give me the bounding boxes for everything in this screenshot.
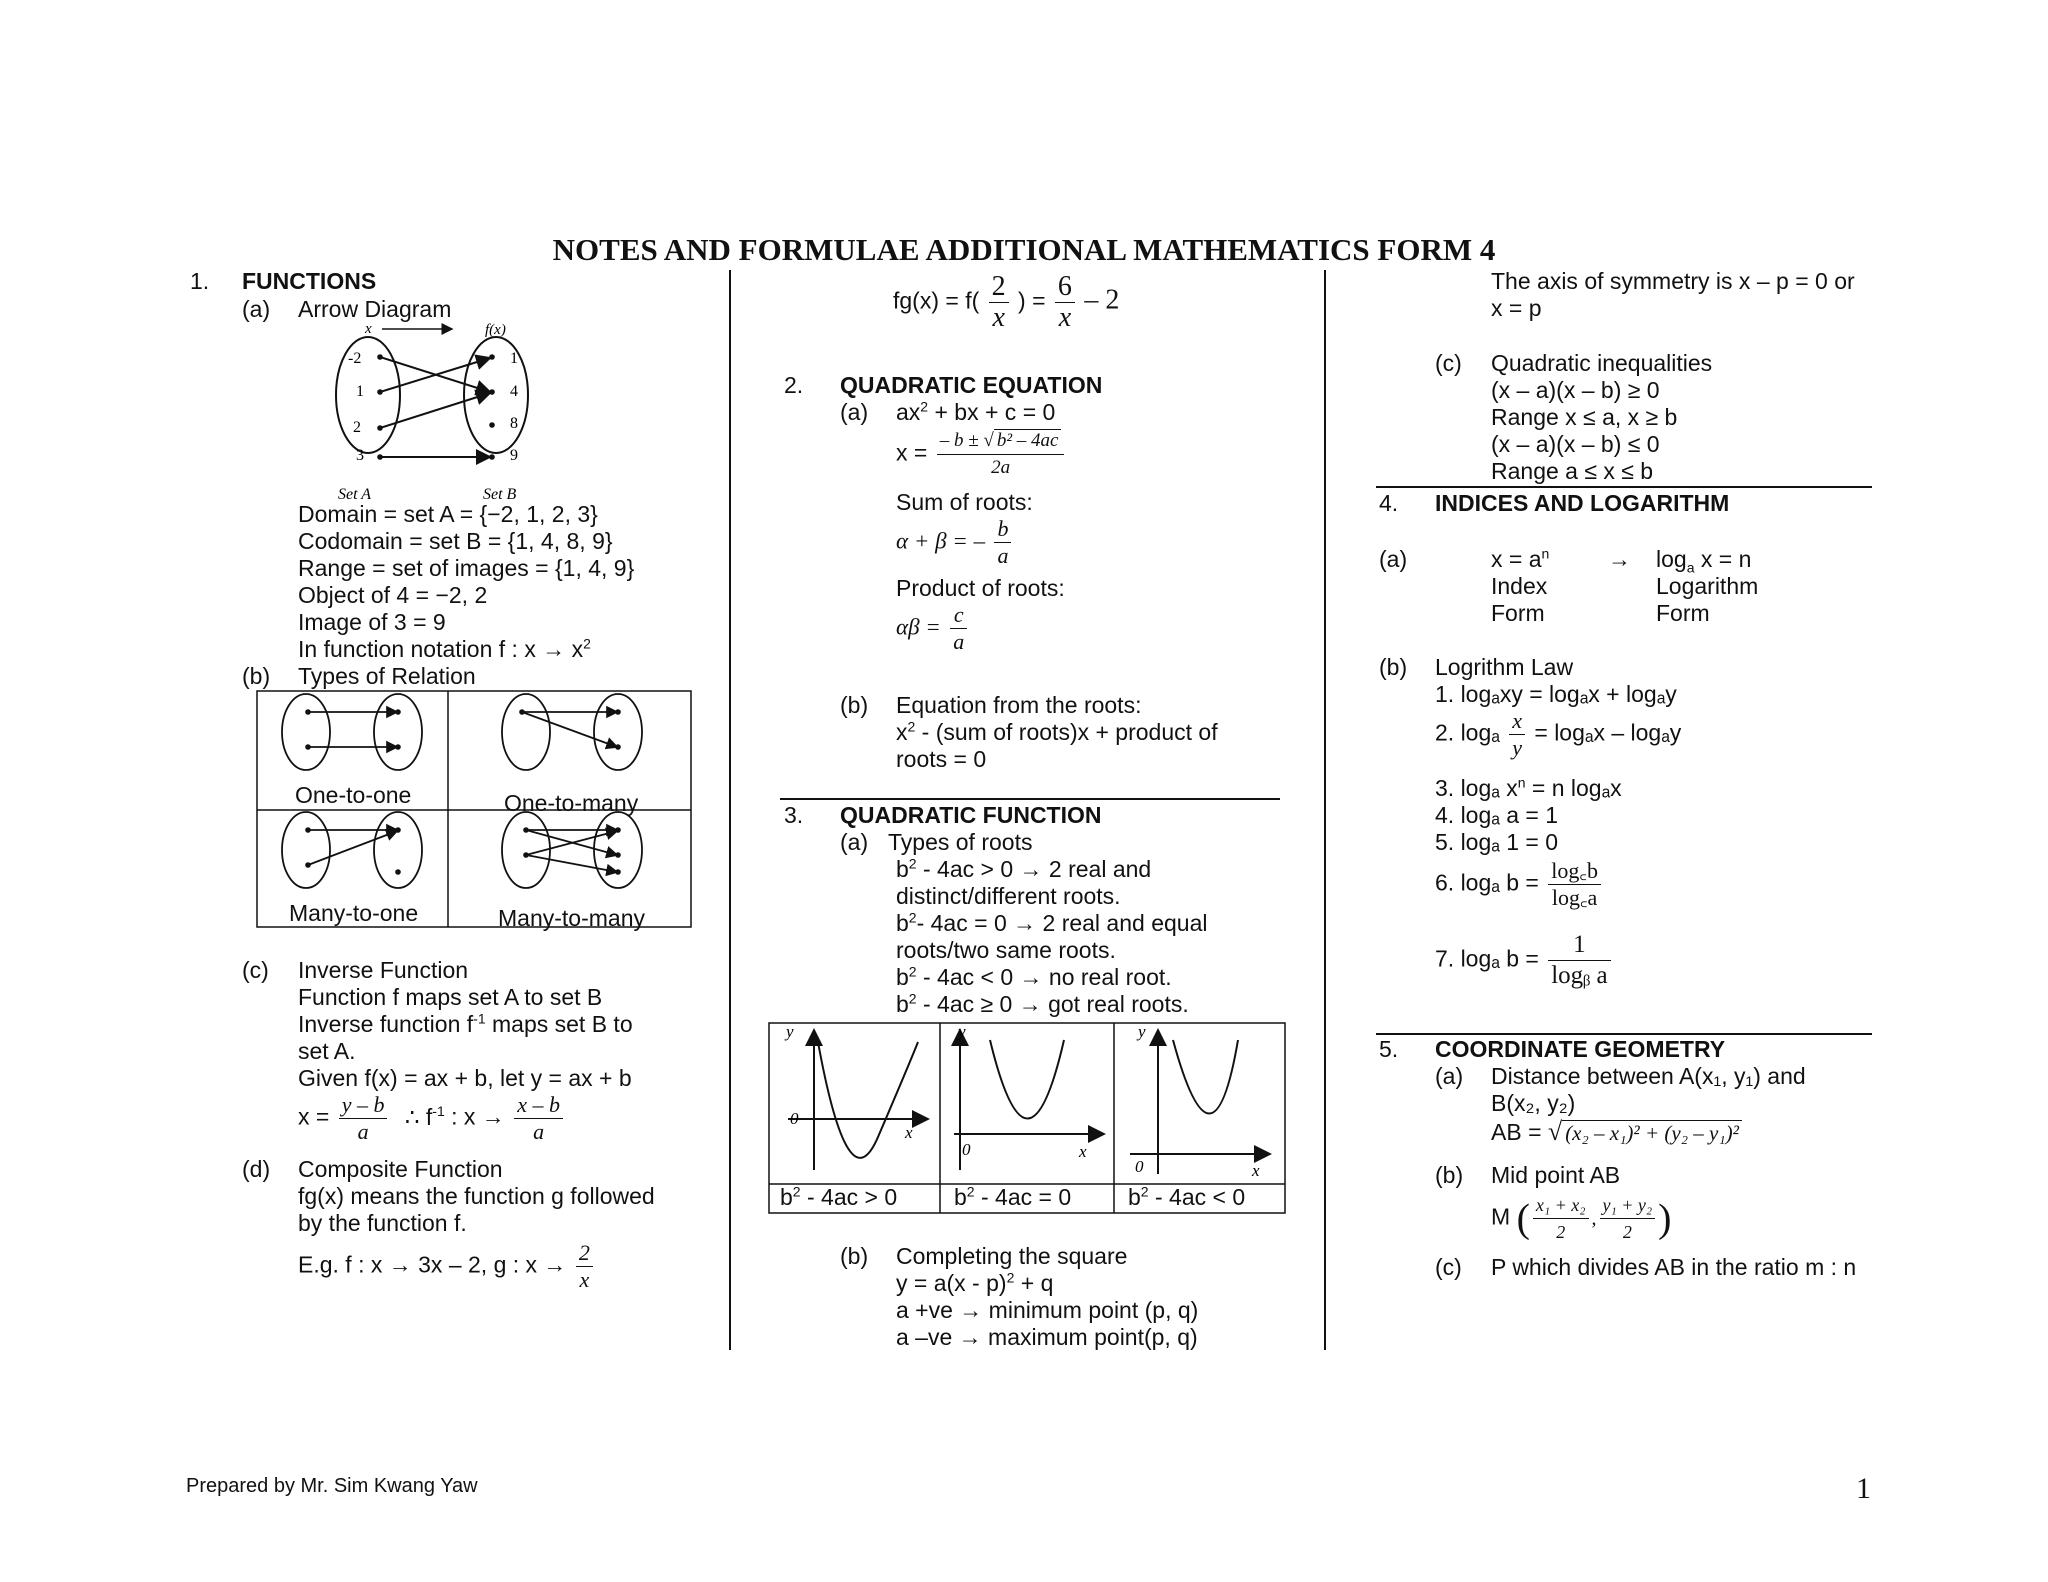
object-line: Object of 4 = −2, 2 bbox=[298, 582, 488, 608]
item-label: (a) bbox=[840, 829, 869, 855]
section-divider bbox=[1376, 1033, 1872, 1035]
item-label: (b) bbox=[840, 692, 869, 718]
index-form-eq: $x = a^n$ bbox=[1491, 545, 1550, 572]
composite-line: by the function f. bbox=[298, 1210, 467, 1236]
log-law: 3. logₐ $x^n = n$ logₐx bbox=[1435, 774, 1622, 801]
set-b-item: 1 bbox=[510, 350, 518, 367]
section-heading-quadratic-equation: QUADRATIC EQUATION bbox=[840, 372, 1103, 398]
sum-of-roots-label: Sum of roots: bbox=[896, 489, 1033, 515]
inequality-line: (x – a)(x – b) ≥ 0 bbox=[1491, 377, 1660, 403]
product-of-roots-formula: αβ = $\frac{c}{a}$ bbox=[896, 602, 970, 655]
log-law: 7. logₐ b = $\frac{1}{\text{logᵦ a}}$ bbox=[1435, 930, 1614, 991]
graph-caption: $b^2 - 4ac > 0$ bbox=[780, 1183, 898, 1210]
distance-line: B(x₂, y₂) bbox=[1491, 1090, 1576, 1116]
quadratic-general-form: $ax^2$ + bx + c = 0 bbox=[896, 398, 1056, 425]
graph-y-label: y bbox=[1138, 1022, 1146, 1041]
completing-square-title: Completing the square bbox=[896, 1243, 1128, 1269]
page-title: NOTES AND FORMULAE ADDITIONAL MATHEMATICS FORM 4 bbox=[552, 232, 1496, 267]
item-label: (b) bbox=[840, 1243, 869, 1269]
roots-line: $b^2 - 4ac < 0$ → no real root. bbox=[896, 963, 1172, 990]
relation-many-to-many: Many-to-many bbox=[498, 905, 645, 931]
form-label: Form bbox=[1656, 600, 1710, 626]
set-b-item: 4 bbox=[510, 383, 518, 400]
set-b-item: 9 bbox=[510, 447, 518, 464]
item-label: (d) bbox=[242, 1156, 271, 1182]
section-number: 5. bbox=[1379, 1036, 1399, 1062]
item-label: (c) bbox=[1435, 1254, 1462, 1280]
graph-caption: $b^2 - 4ac < 0$ bbox=[1128, 1183, 1246, 1210]
function-notation-line: In function notation f : $x \to x^2$ bbox=[298, 635, 591, 662]
axis-of-symmetry-line: x = p bbox=[1491, 295, 1542, 321]
codomain-line: Codomain = set B = {1, 4, 8, 9} bbox=[298, 528, 613, 554]
graph-caption: $b^2 - 4ac = 0$ bbox=[954, 1183, 1072, 1210]
graph-zero-label: 0 bbox=[1135, 1157, 1144, 1176]
fraction: $\frac{x}{y}$ bbox=[1509, 708, 1525, 761]
product-of-roots-label: Product of roots: bbox=[896, 575, 1065, 601]
equation-from-roots-line: roots = 0 bbox=[896, 746, 987, 772]
roots-line: distinct/different roots. bbox=[896, 883, 1121, 909]
index-label: Index bbox=[1491, 573, 1548, 599]
types-of-roots-title: Types of roots bbox=[888, 829, 1033, 855]
graph-zero-label: 0 bbox=[790, 1109, 799, 1128]
item-label: (c) bbox=[242, 957, 269, 983]
log-law: 4. logₐ a = 1 bbox=[1435, 802, 1559, 828]
log-law: 5. logₐ 1 = 0 bbox=[1435, 829, 1559, 855]
axis-of-symmetry-line: The axis of symmetry is x – p = 0 or bbox=[1491, 268, 1855, 294]
fraction: $\frac{2}{x}$ bbox=[576, 1240, 593, 1293]
fraction: $\frac{1}{\text{logᵦ a}}$ bbox=[1548, 930, 1610, 991]
inverse-formula: x = $\frac{y - b}{a}$ ∴ $f^{-1}$ : x → $\frac{x - b}{a}$ bbox=[298, 1092, 566, 1145]
inverse-line: set A. bbox=[298, 1038, 356, 1064]
inequality-line: (x – a)(x – b) ≤ 0 bbox=[1491, 431, 1660, 457]
roots-line: roots/two same roots. bbox=[896, 937, 1116, 963]
domain-line: Domain = set A = {−2, 1, 2, 3} bbox=[298, 501, 598, 527]
log-form-eq: $\log_a x = n$ bbox=[1656, 546, 1752, 576]
completing-square-eq: y = a(x - p)$^2$ + q bbox=[896, 1269, 1054, 1296]
page-number: 1 bbox=[1856, 1472, 1871, 1505]
mid-point-formula: M ( $\frac{\text{x₁ + x₂}}{2}$ , $\frac{\text{y₁ + y₂}}{2}$ ) bbox=[1491, 1192, 1672, 1245]
graph-x-label: x bbox=[1079, 1142, 1087, 1161]
relation-one-to-one: One-to-one bbox=[295, 782, 412, 808]
fraction: $\frac{2}{x}$ bbox=[989, 272, 1009, 333]
section-number: 3. bbox=[784, 802, 804, 828]
item-label: (a) bbox=[1379, 546, 1408, 572]
section-number: 2. bbox=[784, 372, 804, 398]
relation-many-to-one: Many-to-one bbox=[289, 900, 419, 926]
item-label: (b) bbox=[1435, 1162, 1464, 1188]
sum-of-roots-formula: α + β = – $\frac{b}{a}$ bbox=[896, 516, 1014, 569]
diagram-x-label: x bbox=[365, 321, 372, 337]
set-b-item: 8 bbox=[510, 415, 518, 432]
section-number: 1. bbox=[190, 268, 210, 294]
inverse-function-title: Inverse Function bbox=[298, 957, 469, 983]
fraction: $\frac{x - b}{a}$ bbox=[514, 1092, 563, 1145]
maximum-point-line: a –ve → maximum point(p, q) bbox=[896, 1324, 1198, 1350]
section-heading-quadratic-function: QUADRATIC FUNCTION bbox=[840, 802, 1102, 828]
range-line: Range = set of images = {1, 4, 9} bbox=[298, 555, 635, 581]
set-b-label: Set B bbox=[483, 486, 517, 503]
arrow-icon: → bbox=[1608, 546, 1631, 572]
item-label: (b) bbox=[242, 663, 271, 689]
fraction: $\frac{b}{a}$ bbox=[994, 516, 1011, 569]
ratio-division-title: P which divides AB in the ratio m : n bbox=[1491, 1254, 1857, 1280]
section-number: 4. bbox=[1379, 490, 1399, 516]
log-law: 2. logₐ $\frac{x}{y}$ = logₐx – logₐy bbox=[1435, 708, 1682, 760]
distance-formula: AB = √ (x₂ – x₁)² + (y₂ – y₁)² bbox=[1491, 1118, 1742, 1147]
minimum-point-line: a +ve → minimum point (p, q) bbox=[896, 1297, 1199, 1323]
graph-y-label: y bbox=[958, 1022, 966, 1041]
log-law: 6. logₐ b = $\frac{\log꜀b}{\log꜀a}$ bbox=[1435, 858, 1604, 911]
roots-line: $b^2 - 4ac \ge 0$ → got real roots. bbox=[896, 990, 1189, 1017]
equation-from-roots-title: Equation from the roots: bbox=[896, 692, 1142, 718]
arrow-diagram bbox=[320, 318, 560, 508]
diagram-fx-label: f(x) bbox=[485, 322, 506, 338]
set-a-item: -2 bbox=[348, 350, 362, 367]
fraction: $\frac{\log꜀b}{\log꜀a}$ bbox=[1548, 858, 1601, 911]
relation-one-to-many: One-to-many bbox=[504, 790, 639, 816]
section-heading-functions: FUNCTIONS bbox=[242, 268, 377, 294]
item-label: (a) bbox=[1435, 1063, 1464, 1089]
footer-author: Prepared by Mr. Sim Kwang Yaw bbox=[186, 1475, 478, 1497]
column-divider-1 bbox=[729, 270, 731, 1350]
fg-formula: fg(x) = f( $\frac{2}{x}$ ) = $\frac{6}{x}$ – 2 bbox=[893, 271, 1120, 333]
fraction: $\frac{\text{x₁ + x₂}}{2}$ bbox=[1533, 1192, 1589, 1245]
fraction: $\frac{y - b}{a}$ bbox=[339, 1092, 388, 1145]
fraction: $\frac{c}{a}$ bbox=[950, 602, 967, 655]
composite-function-title: Composite Function bbox=[298, 1156, 503, 1182]
graph-y-label: y bbox=[786, 1022, 794, 1041]
logarithm-label: Logarithm bbox=[1656, 573, 1759, 599]
roots-line: $b^2 - 4ac > 0 \to 2$ real and bbox=[896, 855, 1152, 882]
form-label: Form bbox=[1491, 600, 1545, 626]
section-divider bbox=[780, 798, 1280, 800]
item-label: (a) bbox=[840, 399, 869, 425]
fraction: $\frac{\text{– b ± √ b² – 4ac}}{2a}$ bbox=[937, 428, 1065, 481]
roots-line: $b^2-$ 4ac = 0 → 2 real and equal bbox=[896, 909, 1208, 936]
section-heading-indices-logarithm: INDICES AND LOGARITHM bbox=[1435, 490, 1730, 516]
item-label: (c) bbox=[1435, 350, 1462, 376]
composite-line: fg(x) means the function g followed bbox=[298, 1183, 655, 1209]
inverse-line: Given f(x) = ax + b, let y = ax + b bbox=[298, 1065, 632, 1091]
graph-zero-label: 0 bbox=[962, 1140, 971, 1159]
inequality-line: Range x ≤ a, x ≥ b bbox=[1491, 404, 1678, 430]
graph-x-label: x bbox=[905, 1123, 913, 1142]
fraction: $\frac{\text{y₁ + y₂}}{2}$ bbox=[1600, 1192, 1656, 1245]
graph-x-label: x bbox=[1252, 1161, 1260, 1180]
item-label: (b) bbox=[1379, 654, 1408, 680]
logarithm-law-title: Logrithm Law bbox=[1435, 654, 1574, 680]
arrow-diagram-title: Arrow Diagram bbox=[298, 296, 452, 322]
mid-point-title: Mid point AB bbox=[1491, 1162, 1621, 1188]
inverse-line: Function f maps set A to set B bbox=[298, 984, 603, 1010]
set-a-item: 3 bbox=[356, 447, 364, 464]
set-a-item: 2 bbox=[353, 419, 361, 436]
section-divider bbox=[1376, 486, 1872, 488]
inverse-line: Inverse function $f^{-1}$ maps set B to bbox=[298, 1010, 633, 1037]
types-of-relation-title: Types of Relation bbox=[298, 663, 476, 689]
fraction: $\frac{6}{x}$ bbox=[1055, 272, 1075, 333]
equation-from-roots-line: $x^2 - (sum$ of roots)x + product of bbox=[896, 718, 1218, 745]
set-a-label: Set A bbox=[338, 486, 372, 503]
image-line: Image of 3 = 9 bbox=[298, 609, 446, 635]
column-divider-2 bbox=[1324, 270, 1326, 1350]
set-a-item: 1 bbox=[356, 383, 364, 400]
quadratic-formula: x = $\frac{\text{– b ± √ b² – 4ac}}{2a}$ bbox=[896, 428, 1067, 481]
quadratic-inequalities-title: Quadratic inequalities bbox=[1491, 350, 1713, 376]
inequality-line: Range a ≤ x ≤ b bbox=[1491, 458, 1654, 484]
distance-line: Distance between A(x₁, y₁) and bbox=[1491, 1063, 1806, 1089]
log-law: 1. logₐxy = logₐx + logₐy bbox=[1435, 681, 1677, 707]
item-label: (a) bbox=[242, 296, 271, 322]
composite-example: E.g. f : x → 3x – 2, g : x → $\frac{2}{x}$ bbox=[298, 1240, 596, 1293]
section-heading-coordinate-geometry: COORDINATE GEOMETRY bbox=[1435, 1036, 1726, 1062]
